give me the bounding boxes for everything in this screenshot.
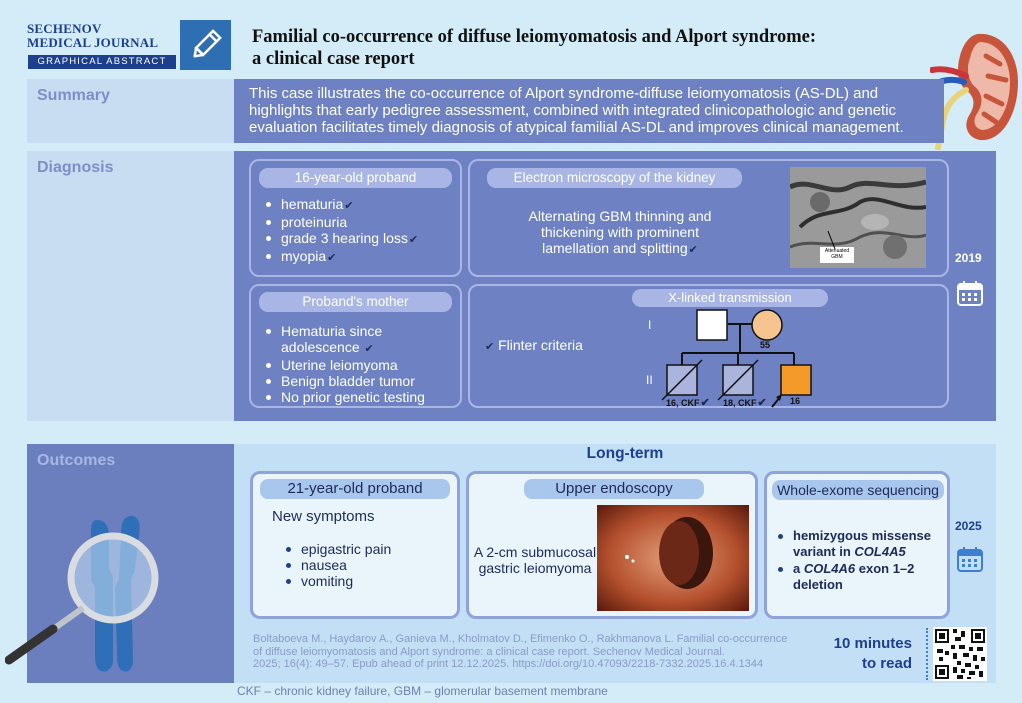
wes-title: Whole-exome sequencing [772, 480, 944, 500]
pedigree-chart [470, 286, 951, 410]
calendar-icon [956, 545, 984, 578]
journal-name-line1: SECHENOV [27, 21, 102, 36]
proband-2025-box [250, 471, 460, 619]
diagnosis-label: Diagnosis [27, 151, 234, 421]
electron-microscopy-box [468, 159, 949, 277]
endoscopy-finding: A 2-cm submucosal gastric leiomyoma [473, 544, 597, 576]
check-icon: ✔ [700, 397, 710, 409]
pencil-icon [180, 20, 231, 70]
pedigree-box [468, 284, 949, 408]
summary-label: Summary [27, 79, 234, 143]
endoscopy-title: Upper endoscopy [524, 479, 704, 499]
page-title [252, 26, 892, 70]
proband-2019-symptoms [261, 196, 456, 266]
mother-box [249, 284, 462, 408]
flinter-criteria: ✔ Flinter criteria [485, 337, 583, 353]
sibling-1-label: 16, CKF✔ [666, 397, 710, 409]
mother-title: Proband's mother [259, 292, 452, 312]
citation-text: Boltaboeva M., Haydarov A., Ganieva M., Kholmatov D., Efimenko O., Rakhmanova L. Familial co-occurrence of diffuse leiomyomatosis and Alport syndrome: a clinical case report. Sechenov Medical Journal. 2025; 16(4): 49–57. Epub ahead of print 12.12.2025. https://doi.org/10.47093/2218-7332.2025.16.4.1344 [253, 633, 788, 670]
chromosome-icon [5, 510, 165, 680]
list-item: myopia✔ [261, 248, 456, 266]
list-item: a COL4A6 exon 1–2 deletion [773, 561, 943, 592]
list-item: nausea [281, 557, 451, 573]
endoscopy-box [466, 471, 758, 619]
divider [926, 628, 928, 680]
list-item: Benign bladder tumor [261, 373, 456, 389]
list-item: vomiting [281, 573, 451, 589]
check-icon: ✔ [408, 234, 419, 246]
pedigree-mother [752, 310, 782, 340]
check-icon: ✔ [485, 341, 495, 353]
wes-findings [773, 528, 943, 592]
em-title: Electron microscopy of the kidney [487, 168, 742, 188]
title-line2: a clinical case report [252, 49, 415, 69]
abbreviations: CKF – chronic kidney failure, GBM – glomerular basement membrane [237, 684, 608, 698]
mother-age: 55 [760, 340, 771, 350]
diagnosis-year: 2019 [955, 251, 982, 265]
title-line1: Familial co-occurrence of diffuse leiomyomatosis and Alport syndrome: [252, 27, 817, 47]
list-item: epigastric pain [281, 541, 451, 557]
list-item: No prior genetic testing [261, 389, 456, 405]
outcomes-year: 2025 [955, 519, 982, 533]
graphical-abstract-bar: GRAPHICAL ABSTRACT [28, 55, 176, 69]
check-icon: ✔ [688, 244, 698, 256]
list-item: grade 3 hearing loss✔ [261, 230, 456, 248]
micrograph-label: Attenuated GBM [824, 248, 850, 260]
summary-text: This case illustrates the co-occurrence of Alport syndrome-diffuse leiomyomatosis (AS-DL) and highlights that early pedigree assessment, combined with integrated clinicopathologic and genetic evaluation facilitates timely diagnosis of atypical familial AS-DL and improves clinical management. [249, 85, 904, 136]
long-term-title: Long-term [586, 445, 664, 462]
check-icon: ✔ [364, 343, 374, 355]
proband-age: 16 [790, 396, 801, 406]
qr-code-icon[interactable] [933, 627, 987, 681]
mother-history [261, 323, 456, 405]
check-icon: ✔ [327, 252, 337, 264]
list-item: hematuria✔ [261, 196, 456, 214]
pedigree-proband [781, 365, 811, 395]
check-icon: ✔ [757, 397, 767, 409]
proband-2019-title: 16-year-old proband [259, 168, 452, 188]
proband-2025-title: 21-year-old proband [260, 479, 450, 499]
list-item: Uterine leiomyoma [261, 357, 456, 373]
list-item: Hematuria since adolescence ✔ [261, 323, 456, 357]
em-description: Alternating GBM thinning and thickening with prominent lamellation and splitting✔ [528, 208, 712, 256]
generation-II-label: II [646, 373, 653, 387]
outcomes-label: Outcomes [27, 444, 234, 683]
new-symptoms-heading: New symptoms [272, 508, 375, 525]
pedigree-father [697, 310, 727, 340]
check-icon: ✔ [344, 200, 354, 212]
journal-logo [27, 22, 158, 50]
electron-micrograph-image [790, 167, 926, 268]
list-item: hemizygous missense variant in COL4A5 [773, 528, 943, 559]
reading-time: 10 minutes to read [833, 635, 912, 672]
proband-2019-box [249, 159, 462, 277]
list-item: proteinuria [261, 214, 456, 230]
journal-name-line2: MEDICAL JOURNAL [27, 35, 159, 50]
calendar-icon [956, 279, 984, 312]
endoscopy-image [597, 505, 749, 611]
sibling-2-label: 18, CKF✔ [723, 397, 767, 409]
wes-box [764, 471, 950, 619]
pedigree-title: X-linked transmission [632, 289, 828, 307]
generation-I-label: I [648, 318, 652, 332]
new-symptoms-list [281, 541, 451, 589]
